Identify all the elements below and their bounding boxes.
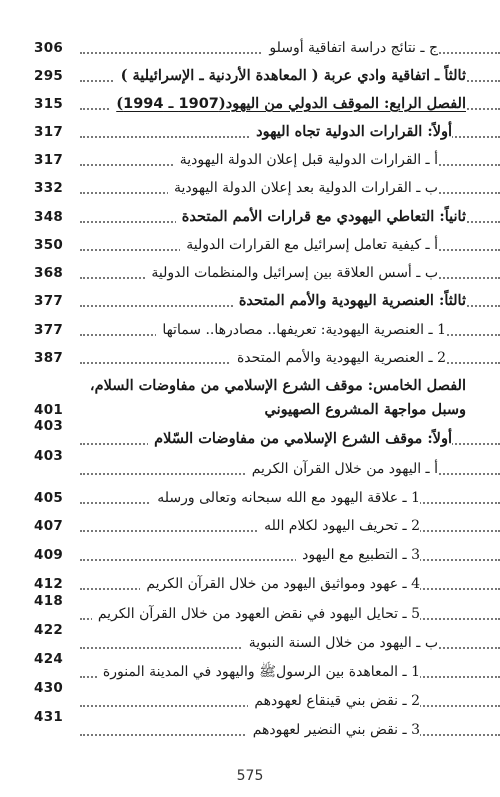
toc-entry-text: 3 ـ التطبيع مع اليهود: [296, 544, 420, 566]
toc-entry: [0, 64, 500, 92]
toc-entry: [0, 289, 500, 317]
toc-page-number: 332: [34, 180, 64, 196]
toc-page-number: 295: [34, 68, 64, 84]
toc-page-number: 377: [34, 322, 64, 338]
toc-entry-text: ثالثاً ـ اتفاقية وادي عربة ( المعاهدة الأردنية ـ الإسرائيلية ): [115, 65, 466, 87]
toc-entry-text: ب ـ أسس العلاقة بين إسرائيل والمنظمات الدولية: [145, 262, 438, 284]
toc-page-number: 431: [34, 709, 64, 725]
toc-page-number: 418: [34, 593, 64, 609]
toc-entry: [0, 346, 500, 374]
toc-page-number: 424: [34, 651, 64, 667]
toc-page-number: 317: [34, 152, 64, 168]
toc-page-number: 412: [34, 576, 64, 592]
toc-entry-text: 3 ـ نقض بني النضير لعهودهم: [247, 719, 420, 741]
toc-entry: [0, 233, 500, 261]
toc-entry-text: أ ـ كيفية تعامل إسرائيل مع القرارات الدولية: [180, 234, 438, 256]
toc-entry: [0, 92, 500, 120]
toc-entry-text: ب ـ اليهود من خلال السنة النبوية: [243, 632, 438, 654]
toc-page-number: 317: [34, 124, 64, 140]
toc-entry: [0, 176, 500, 204]
toc-page-number: 409: [34, 547, 64, 563]
toc-entry-text: 5 ـ تحايل اليهود في نقض العهود من خلال القرآن الكريم: [92, 603, 420, 625]
toc-page-number: 422: [34, 622, 64, 638]
toc-page-number: 430: [34, 680, 64, 696]
toc-entry-text: 2 ـ العنصرية اليهودية والأمم المتحدة: [231, 347, 446, 369]
chapter-heading-line1: الفصل الخامس: موقف الشرع الإسلامي من مفاوضات السلام،: [84, 375, 466, 397]
toc-entry-text: أولاً: موقف الشرع الإسلامي من مفاوضات السّلام: [148, 428, 452, 450]
toc-page-number: 368: [34, 265, 64, 281]
toc-entry: [0, 448, 500, 485]
chapter-heading-line2: وسبل مواجهة المشروع الصهيوني: [259, 399, 466, 421]
toc-page-number: 387: [34, 350, 64, 366]
toc-entry: [0, 148, 500, 176]
toc-page-number: 405: [34, 490, 64, 506]
toc-entry: [0, 120, 500, 148]
toc-entry-text: ثانياً: التعاطي اليهودي مع قرارات الأمم المتحدة: [176, 206, 466, 228]
chapter-heading: الفصل الرابع: الموقف الدولي من اليهود(1907 ـ 1994): [110, 93, 466, 115]
toc-page-number: 348: [34, 209, 64, 225]
toc-page-number: 403: [34, 448, 64, 464]
toc-entry-text: أ ـ القرارات الدولية قبل إعلان الدولة اليهودية: [174, 149, 438, 171]
toc-page-number: 306: [34, 40, 64, 56]
toc-entry: [0, 205, 500, 233]
toc-page-number: 315: [34, 96, 64, 112]
toc-page-number: 407: [34, 518, 64, 534]
toc-entry: [0, 486, 500, 514]
toc-entry: [0, 261, 500, 289]
toc-entry-text: 4 ـ عهود ومواثيق اليهود من خلال القرآن الكريم: [140, 573, 420, 595]
toc-entry-text: 2 ـ نقض بني قينقاع لعهودهم: [248, 690, 420, 712]
toc-entry: [0, 543, 500, 571]
toc-page-number: 377: [34, 293, 64, 309]
toc-entry-text: ثالثاً: العنصرية اليهودية والأمم المتحدة: [233, 290, 466, 312]
toc-entry-text: 1 ـ العنصرية اليهودية: تعريفها.. مصادرها.. سماتها: [156, 319, 446, 341]
toc-entry-text: أ ـ اليهود من خلال القرآن الكريم: [246, 458, 438, 480]
page-number: 575: [236, 768, 264, 784]
dot-leader: [80, 559, 500, 561]
toc-page-number: 403: [34, 418, 64, 434]
toc-entry-text: ب ـ القرارات الدولية بعد إعلان الدولة اليهودية: [168, 177, 438, 199]
toc-entry-text: 1 ـ المعاهدة بين الرسولﷺ واليهود في المدينة المنورة: [97, 661, 420, 683]
toc-page-number: 401: [34, 402, 64, 418]
toc-entry-text: 1 ـ علاقة اليهود مع الله سبحانه وتعالى ورسله: [151, 487, 420, 509]
toc-entry-text: أولاً: القرارات الدولية تجاه اليهود: [250, 121, 452, 143]
toc-entry: [0, 709, 500, 746]
toc-entry-text: 2 ـ تحريف اليهود لكلام الله: [258, 515, 420, 537]
toc-entry: [0, 514, 500, 542]
toc-entry-text: ج ـ نتائج دراسة اتفاقية أوسلو: [263, 37, 438, 59]
toc-entry: [0, 318, 500, 346]
toc-page-number: 350: [34, 237, 64, 253]
toc-entry: [0, 36, 500, 64]
